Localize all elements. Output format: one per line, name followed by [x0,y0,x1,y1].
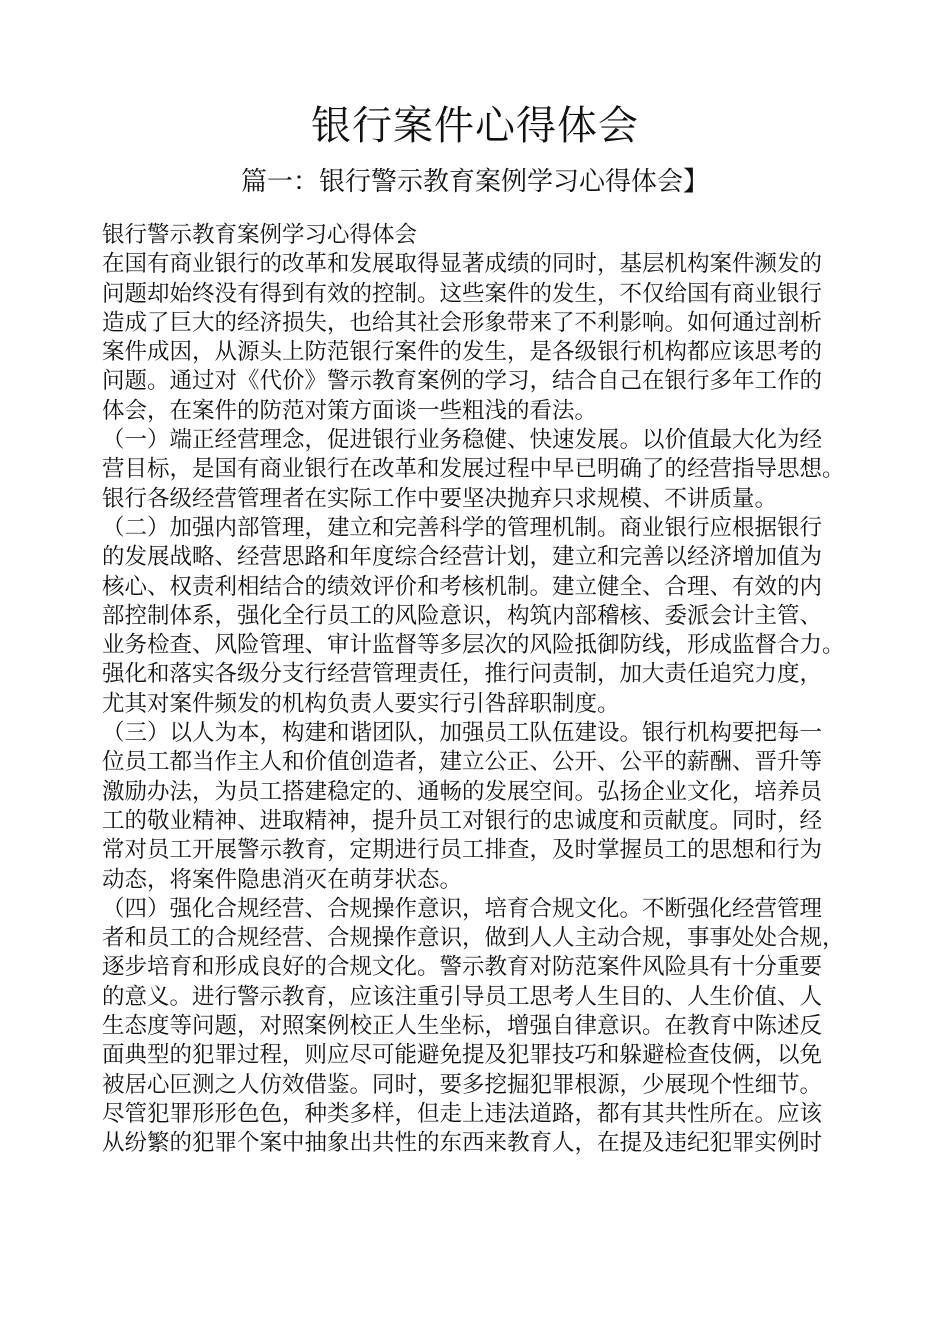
body-line: 位员工都当作主人和价值创造者，建立公正、公开、公平的薪酬、晋升等 [102,749,823,776]
body-line: 面典型的犯罪过程，则应尽可能避免提及犯罪技巧和躲避检查伎俩，以免 [102,1042,823,1069]
body-line: （一）端正经营理念，促进银行业务稳健、快速发展。以价值最大化为经 [102,427,823,454]
body-line: 的发展战略、经营思路和年度综合经营计划，建立和完善以经济增加值为 [102,544,823,571]
document-subtitle: 篇一：银行警示教育案例学习心得体会】 [240,167,709,197]
document-title: 银行案件心得体会 [311,103,639,149]
body-line: 强化和落实各级分支行经营管理责任，推行问责制，加大责任追究力度， [102,661,823,688]
body-line: 问题却始终没有得到有效的控制。这些案件的发生，不仅给国有商业银行 [102,280,823,307]
body-line: 被居心叵测之人仿效借鉴。同时，要多挖掘犯罪根源，少展现个性细节。 [102,1071,823,1098]
body-line: （二）加强内部管理，建立和完善科学的管理机制。商业银行应根据银行 [102,514,823,541]
body-line: 在国有商业银行的改革和发展取得显著成绩的同时，基层机构案件濒发的 [102,251,823,278]
body-line: 营目标，是国有商业银行在改革和发展过程中早已明确了的经营指导思想。 [102,456,845,483]
body-line: 问题。通过对《代价》警示教育案例的学习，结合自己在银行多年工作的 [102,368,823,395]
document-body [102,221,862,1159]
body-line: 核心、权责利相结合的绩效评价和考核机制。建立健全、合理、有效的内 [102,573,823,600]
body-line: 逐步培育和形成良好的合规文化。警示教育对防范案件风险具有十分重要 [102,954,823,981]
body-line: （四）强化合规经营、合规操作意识，培育合规文化。不断强化经营管理 [102,895,823,922]
body-line: 工的敬业精神、进取精神，提升员工对银行的忠诚度和贡献度。同时，经 [102,807,823,834]
body-line: （三）以人为本，构建和谐团队，加强员工队伍建设。银行机构要把每一 [102,720,823,747]
body-line: 生态度等问题，对照案例校正人生坐标，增强自律意识。在教育中陈述反 [102,1013,823,1040]
body-line: 造成了巨大的经济损失，也给其社会形象带来了不利影响。如何通过剖析 [102,309,823,336]
body-line: 部控制体系，强化全行员工的风险意识，构筑内部稽核、委派会计主管、 [102,602,823,629]
body-line: 从纷繁的犯罪个案中抽象出共性的东西来教育人，在提及违纪犯罪实例时 [102,1130,823,1157]
body-line: 激励办法，为员工搭建稳定的、通畅的发展空间。弘扬企业文化，培养员 [102,778,823,805]
body-line: 体会，在案件的防范对策方面谈一些粗浅的看法。 [102,397,598,424]
body-line: 尤其对案件频发的机构负责人要实行引咎辞职制度。 [102,690,620,717]
body-line: 动态，将案件隐患消灭在萌芽状态。 [102,866,463,893]
body-line: 银行各级经营管理者在实际工作中要坚决抛弃只求规模、不讲质量。 [102,485,778,512]
body-line: 案件成因，从源头上防范银行案件的发生，是各级银行机构都应该思考的 [102,339,823,366]
body-line: 业务检查、风险管理、审计监督等多层次的风险抵御防线，形成监督合力。 [102,632,845,659]
body-line: 常对员工开展警示教育，定期进行员工排查，及时掌握员工的思想和行为 [102,837,823,864]
body-line: 尽管犯罪形形色色，种类多样，但走上违法道路，都有其共性所在。应该 [102,1100,823,1127]
body-line: 者和员工的合规经营、合规操作意识，做到人人主动合规，事事处处合规， [102,925,845,952]
body-line: 银行警示教育案例学习心得体会 [102,222,418,248]
body-line: 的意义。进行警示教育，应该注重引导员工思考人生目的、人生价值、人 [102,983,823,1010]
